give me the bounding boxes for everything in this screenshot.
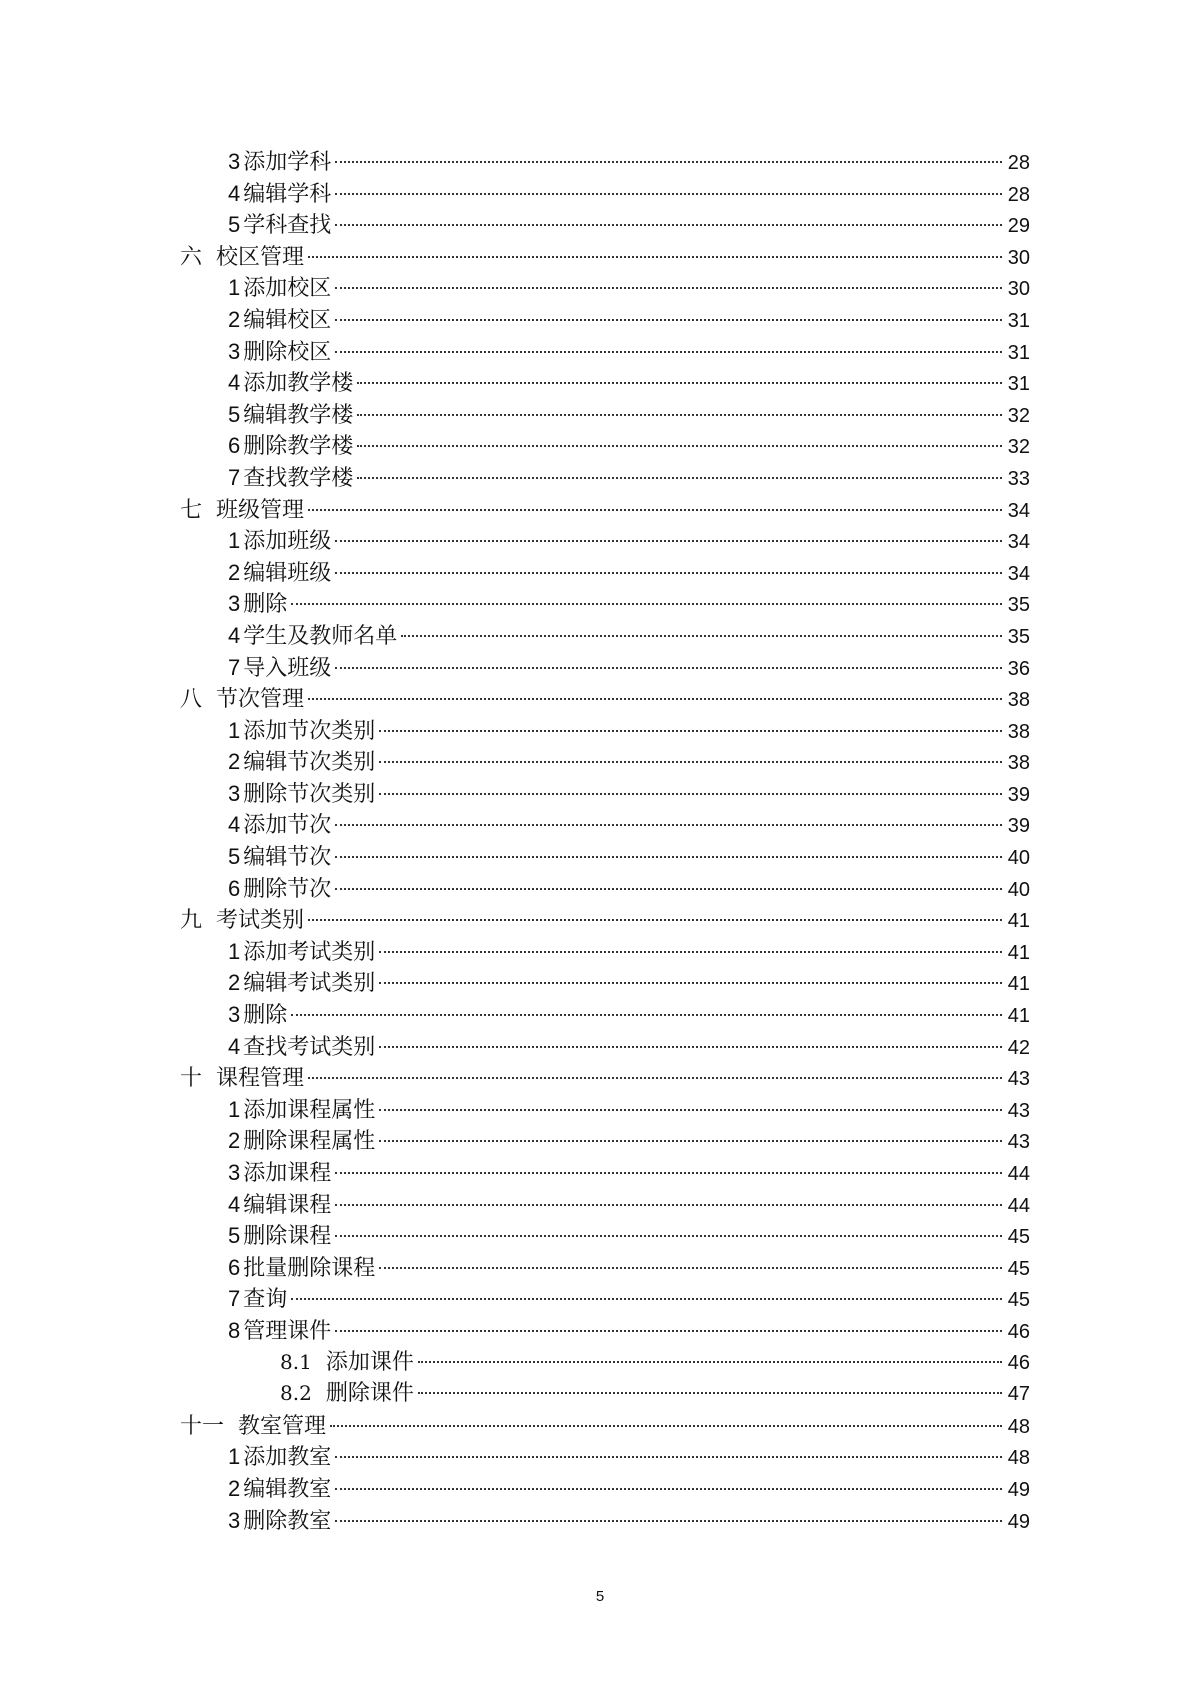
toc-entry[interactable]	[180, 430, 1030, 462]
toc-entry-page: 35	[1007, 625, 1030, 648]
toc-entry-page: 41	[1007, 973, 1030, 996]
toc-entry[interactable]	[180, 1062, 1030, 1094]
toc-entry[interactable]	[180, 1252, 1030, 1284]
toc-entry-page: 40	[1007, 847, 1030, 870]
toc-entry-page: 46	[1007, 1320, 1030, 1343]
toc-entry-page: 49	[1007, 1510, 1030, 1533]
toc-entry-title: 编辑节次	[243, 845, 332, 871]
toc-entry-page: 43	[1007, 1099, 1030, 1122]
toc-entry-title: 删除	[243, 592, 288, 618]
toc-dot-leader	[401, 635, 1002, 637]
toc-entry-title: 编辑教学楼	[243, 402, 354, 428]
toc-dot-leader	[335, 888, 1002, 890]
toc-entry[interactable]	[180, 1094, 1030, 1126]
toc-entry-page: 31	[1007, 341, 1030, 364]
toc-entry[interactable]	[180, 620, 1030, 652]
toc-dot-leader	[308, 509, 1002, 511]
toc-entry-page: 48	[1007, 1415, 1030, 1438]
toc-entry[interactable]	[180, 1125, 1030, 1157]
toc-entry-title: 校区管理	[216, 244, 305, 270]
toc-entry-title: 考试类别	[216, 908, 305, 934]
toc-entry-page: 34	[1007, 531, 1030, 554]
toc-dot-leader	[308, 919, 1002, 921]
toc-entry[interactable]	[180, 1315, 1030, 1347]
toc-entry-title: 删除课件	[325, 1381, 414, 1407]
toc-dot-leader	[291, 1014, 1002, 1016]
toc-entry[interactable]	[180, 272, 1030, 304]
toc-dot-leader	[379, 793, 1002, 795]
toc-dot-leader	[379, 1109, 1002, 1111]
toc-dot-leader	[308, 698, 1002, 700]
toc-entry-title: 添加教室	[243, 1445, 332, 1471]
toc-entry[interactable]	[180, 841, 1030, 873]
toc-entry-title: 删除课程属性	[243, 1129, 376, 1155]
toc-entry-page: 43	[1007, 1131, 1030, 1154]
toc-dot-leader	[335, 287, 1002, 289]
toc-entry-number: 4	[228, 1191, 241, 1217]
toc-dot-leader	[379, 1140, 1002, 1142]
toc-entry-page: 45	[1007, 1289, 1030, 1312]
toc-entry-title: 教室管理	[238, 1413, 327, 1439]
toc-dot-leader	[335, 319, 1002, 321]
toc-entry-title: 学生及教师名单	[243, 623, 398, 649]
toc-entry-page: 38	[1007, 689, 1030, 712]
toc-entry-number: 2	[228, 749, 241, 775]
toc-entry[interactable]	[180, 652, 1030, 684]
toc-entry-number: 七	[180, 496, 203, 522]
toc-entry-number: 6	[228, 433, 241, 459]
toc-entry-title: 编辑课程	[243, 1192, 332, 1218]
toc-dot-leader	[291, 1298, 1002, 1300]
toc-dot-leader	[357, 477, 1002, 479]
toc-entry-page: 31	[1007, 373, 1030, 396]
toc-entry[interactable]	[180, 1347, 1030, 1379]
toc-entry-page: 43	[1007, 1068, 1030, 1091]
toc-entry-title: 编辑学科	[243, 181, 332, 207]
toc-entry-title: 班级管理	[216, 497, 305, 523]
toc-entry[interactable]	[180, 367, 1030, 399]
toc-entry-title: 添加学科	[243, 150, 332, 175]
toc-entry-number: 六	[180, 243, 203, 269]
toc-entry-page: 34	[1007, 499, 1030, 522]
toc-entry-page: 35	[1007, 594, 1030, 617]
toc-entry-number: 8.2	[280, 1381, 312, 1406]
toc-entry-page: 41	[1007, 910, 1030, 933]
toc-entry-number: 5	[228, 212, 241, 238]
toc-entry[interactable]	[180, 1410, 1030, 1442]
toc-entry[interactable]	[180, 1283, 1030, 1315]
toc-entry[interactable]	[180, 304, 1030, 336]
toc-dot-leader	[357, 382, 1002, 384]
toc-entry-title: 编辑班级	[243, 560, 332, 586]
toc-entry-title: 查找教学楼	[243, 465, 354, 491]
toc-dot-leader	[379, 730, 1002, 732]
toc-entry[interactable]	[180, 1505, 1030, 1537]
toc-entry-title: 导入班级	[243, 655, 332, 681]
toc-entry-page: 30	[1007, 278, 1030, 301]
toc-entry-title: 编辑考试类别	[243, 971, 376, 997]
toc-entry-number: 5	[228, 401, 241, 427]
toc-dot-leader	[357, 414, 1002, 416]
toc-entry-number: 3	[228, 591, 241, 617]
toc-entry-title: 编辑教室	[243, 1476, 332, 1502]
toc-entry-page: 28	[1007, 183, 1030, 206]
toc-entry[interactable]	[180, 778, 1030, 810]
toc-entry-number: 6	[228, 1254, 241, 1280]
toc-entry-number: 4	[228, 370, 241, 396]
toc-entry[interactable]	[180, 525, 1030, 557]
toc-entry-title: 批量删除课程	[243, 1255, 376, 1281]
toc-entry-page: 30	[1007, 246, 1030, 269]
toc-entry-page: 38	[1007, 720, 1030, 743]
toc-entry-number: 2	[228, 970, 241, 996]
toc-entry-number: 1	[228, 275, 241, 301]
toc-entry-title: 添加课程	[243, 1161, 332, 1186]
toc-entry-title: 编辑校区	[243, 307, 332, 333]
toc-entry-page: 44	[1007, 1194, 1030, 1217]
toc-dot-leader	[379, 1046, 1002, 1048]
toc-entry-title: 编辑节次类别	[243, 750, 376, 776]
toc-entry-title: 添加课程属性	[243, 1097, 376, 1123]
toc-dot-leader	[335, 667, 1002, 669]
table-of-contents	[180, 146, 1030, 1536]
toc-dot-leader	[335, 1456, 1002, 1458]
toc-entry-number: 1	[228, 528, 241, 554]
toc-entry[interactable]	[180, 494, 1030, 526]
toc-entry-page: 48	[1007, 1447, 1030, 1470]
toc-dot-leader	[335, 193, 1002, 195]
toc-entry-number: 4	[228, 1033, 241, 1059]
toc-entry[interactable]	[180, 241, 1030, 273]
toc-dot-leader	[335, 1235, 1002, 1237]
toc-entry-page: 36	[1007, 657, 1030, 680]
toc-dot-leader	[335, 224, 1002, 226]
toc-entry-title: 删除节次类别	[243, 781, 376, 807]
toc-entry-number: 5	[228, 844, 241, 870]
toc-entry-page: 42	[1007, 1036, 1030, 1059]
toc-entry-number: 7	[228, 464, 241, 490]
toc-entry-page: 39	[1007, 783, 1030, 806]
toc-entry[interactable]	[180, 1441, 1030, 1473]
toc-entry-title: 添加班级	[243, 529, 332, 555]
toc-dot-leader	[418, 1392, 1002, 1394]
toc-entry[interactable]	[180, 936, 1030, 968]
toc-entry-number: 7	[228, 654, 241, 680]
toc-entry-page: 38	[1007, 752, 1030, 775]
toc-entry-page: 31	[1007, 309, 1030, 332]
toc-entry-title: 添加校区	[243, 276, 332, 302]
toc-entry-page: 46	[1007, 1351, 1030, 1374]
toc-entry-title: 添加教学楼	[243, 371, 354, 397]
toc-entry[interactable]	[180, 399, 1030, 431]
page-number: 5	[595, 1588, 605, 1605]
toc-entry-title: 添加课件	[325, 1349, 414, 1375]
toc-dot-leader	[335, 572, 1002, 574]
toc-entry[interactable]	[180, 1031, 1030, 1063]
toc-entry-title: 查找考试类别	[243, 1034, 376, 1060]
toc-entry[interactable]	[180, 746, 1030, 778]
toc-entry-page: 45	[1007, 1257, 1030, 1280]
toc-entry-number: 十	[180, 1065, 203, 1091]
toc-entry-title: 节次管理	[216, 687, 305, 713]
toc-dot-leader	[335, 351, 1002, 353]
toc-entry-page: 28	[1007, 152, 1030, 174]
toc-entry-number: 4	[228, 812, 241, 838]
toc-entry-page: 41	[1007, 941, 1030, 964]
toc-entry-number: 1	[228, 717, 241, 743]
toc-entry[interactable]	[180, 462, 1030, 494]
toc-entry-number: 1	[228, 1096, 241, 1122]
toc-entry[interactable]	[180, 557, 1030, 589]
toc-entry[interactable]	[180, 1157, 1030, 1189]
toc-entry-number: 4	[228, 180, 241, 206]
toc-entry-title: 学科查找	[243, 213, 332, 239]
toc-entry-title: 查询	[243, 1287, 288, 1313]
toc-dot-leader	[379, 982, 1002, 984]
toc-entry[interactable]	[180, 999, 1030, 1031]
toc-entry-page: 49	[1007, 1478, 1030, 1501]
toc-entry-title: 删除节次	[243, 876, 332, 902]
toc-entry-number: 2	[228, 1128, 241, 1154]
toc-entry-page: 34	[1007, 562, 1030, 585]
toc-entry-page: 29	[1007, 215, 1030, 238]
toc-entry[interactable]	[180, 588, 1030, 620]
toc-entry-number: 4	[228, 622, 241, 648]
toc-entry-number: 2	[228, 559, 241, 585]
toc-dot-leader	[335, 824, 1002, 826]
toc-entry-number: 3	[228, 1002, 241, 1028]
toc-entry[interactable]	[180, 1378, 1030, 1410]
toc-entry[interactable]	[180, 178, 1030, 210]
toc-entry[interactable]	[180, 904, 1030, 936]
toc-entry-number: 1	[228, 1444, 241, 1470]
toc-entry-number: 3	[228, 149, 241, 174]
toc-entry-title: 添加节次类别	[243, 718, 376, 744]
toc-entry[interactable]	[180, 146, 1030, 178]
toc-entry-number: 2	[228, 306, 241, 332]
toc-dot-leader	[357, 445, 1002, 447]
toc-entry-number: 8.1	[280, 1349, 312, 1374]
toc-entry-number: 2	[228, 1475, 241, 1501]
toc-dot-leader	[379, 951, 1002, 953]
toc-entry-page: 32	[1007, 436, 1030, 459]
toc-entry-number: 5	[228, 1223, 241, 1249]
toc-dot-leader	[335, 1204, 1002, 1206]
toc-entry-page: 45	[1007, 1226, 1030, 1249]
toc-entry-page: 41	[1007, 1005, 1030, 1028]
toc-entry-number: 6	[228, 875, 241, 901]
toc-entry[interactable]	[180, 1189, 1030, 1221]
toc-entry-number: 九	[180, 907, 203, 933]
toc-entry[interactable]	[180, 336, 1030, 368]
toc-dot-leader	[335, 540, 1002, 542]
toc-entry-title: 删除教室	[243, 1508, 332, 1534]
toc-dot-leader	[335, 1172, 1002, 1174]
toc-dot-leader	[379, 761, 1002, 763]
toc-entry-page: 39	[1007, 815, 1030, 838]
toc-entry-number: 3	[228, 338, 241, 364]
toc-entry-title: 课程管理	[216, 1066, 305, 1092]
toc-entry[interactable]	[180, 1473, 1030, 1505]
toc-dot-leader	[418, 1361, 1002, 1363]
toc-entry-number: 1	[228, 938, 241, 964]
toc-entry-number: 3	[228, 1507, 241, 1533]
toc-entry-title: 添加节次	[243, 813, 332, 839]
toc-entry-number: 八	[180, 686, 203, 712]
toc-entry-number: 十一	[180, 1412, 225, 1438]
toc-entry[interactable]	[180, 873, 1030, 905]
toc-dot-leader	[330, 1425, 1002, 1427]
toc-entry[interactable]	[180, 715, 1030, 747]
toc-entry[interactable]	[180, 209, 1030, 241]
toc-entry-page: 40	[1007, 878, 1030, 901]
toc-entry[interactable]	[180, 809, 1030, 841]
toc-entry-number: 3	[228, 780, 241, 806]
toc-entry-number: 7	[228, 1286, 241, 1312]
toc-entry[interactable]	[180, 1220, 1030, 1252]
toc-entry-title: 添加考试类别	[243, 939, 376, 965]
toc-dot-leader	[291, 603, 1002, 605]
toc-dot-leader	[308, 256, 1002, 258]
toc-dot-leader	[335, 1330, 1002, 1332]
toc-entry-page: 44	[1007, 1163, 1030, 1185]
toc-entry-page: 32	[1007, 404, 1030, 427]
toc-entry-number: 3	[228, 1160, 241, 1185]
toc-entry-title: 删除	[243, 1003, 288, 1029]
toc-entry-page: 47	[1007, 1383, 1030, 1406]
toc-entry-title: 删除课程	[243, 1224, 332, 1250]
toc-entry-title: 删除校区	[243, 339, 332, 365]
toc-entry-title: 删除教学楼	[243, 434, 354, 460]
toc-dot-leader	[335, 856, 1002, 858]
toc-dot-leader	[335, 1520, 1002, 1522]
toc-entry-number: 8	[228, 1317, 241, 1343]
toc-entry-page: 33	[1007, 467, 1030, 490]
toc-dot-leader	[379, 1267, 1002, 1269]
toc-entry[interactable]	[180, 683, 1030, 715]
toc-dot-leader	[335, 1488, 1002, 1490]
toc-dot-leader	[335, 161, 1002, 163]
toc-dot-leader	[308, 1077, 1002, 1079]
toc-entry-title: 管理课件	[243, 1318, 332, 1344]
toc-entry[interactable]	[180, 967, 1030, 999]
